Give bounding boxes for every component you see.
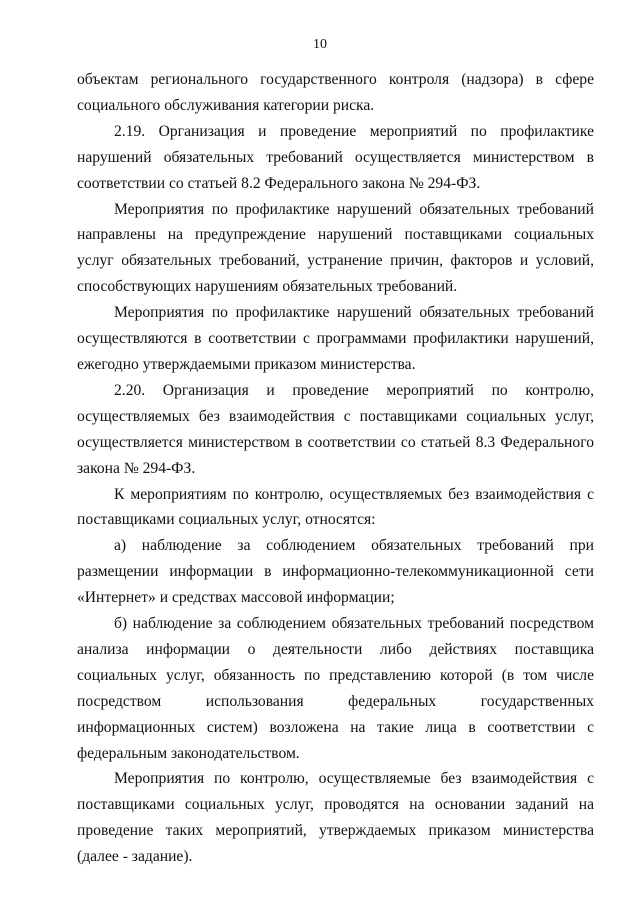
list-item-b: б) наблюдение за соблюдением обязательных требований посредством анализа информации о деятельности либо действиях поставщика социальных услуг, обязанность по представлению которой (в том числе посредством использования федеральных государственных информационных систем) возложена на такие лица в соответствии с федеральным законодательством. — [77, 615, 594, 762]
paragraph-control-tasks: Мероприятия по контролю, осуществляемые без взаимодействия с поставщиками социальных услуг, проводятся на основании заданий на проведение таких мероприятий, утверждаемых приказом министерства (далее - задание). — [77, 770, 594, 866]
paragraph-2-19: 2.19. Организация и проведение мероприятий по профилактике нарушений обязательных требований осуществляется министерством в соответствии со статьей 8.2 Федерального закона № 294-ФЗ. — [77, 122, 594, 192]
paragraph-2-20: 2.20. Организация и проведение мероприятий по контролю, осуществляемых без взаимодействия с поставщиками социальных услуг, осуществляется министерством в соответствии со статьей 8.3 Федерального закона № 294-ФЗ. — [77, 381, 594, 477]
page-number: 10 — [313, 37, 327, 52]
document-body — [77, 67, 594, 870]
list-item-a: а) наблюдение за соблюдением обязательных требований при размещении информации в информационно-телекоммуникационной сети «Интернет» и средствах массовой информации; — [77, 537, 594, 607]
paragraph-continuation: объектам регионального государственного контроля (надзора) в сфере социального обслуживания категории риска. — [77, 71, 594, 114]
paragraph-prevention-programs: Мероприятия по профилактике нарушений обязательных требований осуществляются в соответствии с программами профилактики нарушений, ежегодно утверждаемыми приказом министерства. — [77, 304, 594, 373]
paragraph-prevention-purpose: Мероприятия по профилактике нарушений обязательных требований направлены на предупреждение нарушений поставщиками социальных услуг обязательных требований, устранение причин, факторов и условий, способствующих нарушениям обязательных требований. — [77, 200, 594, 296]
paragraph-control-measures-intro: К мероприятиям по контролю, осуществляемых без взаимодействия с поставщиками социальных услуг, относятся: — [77, 485, 594, 529]
